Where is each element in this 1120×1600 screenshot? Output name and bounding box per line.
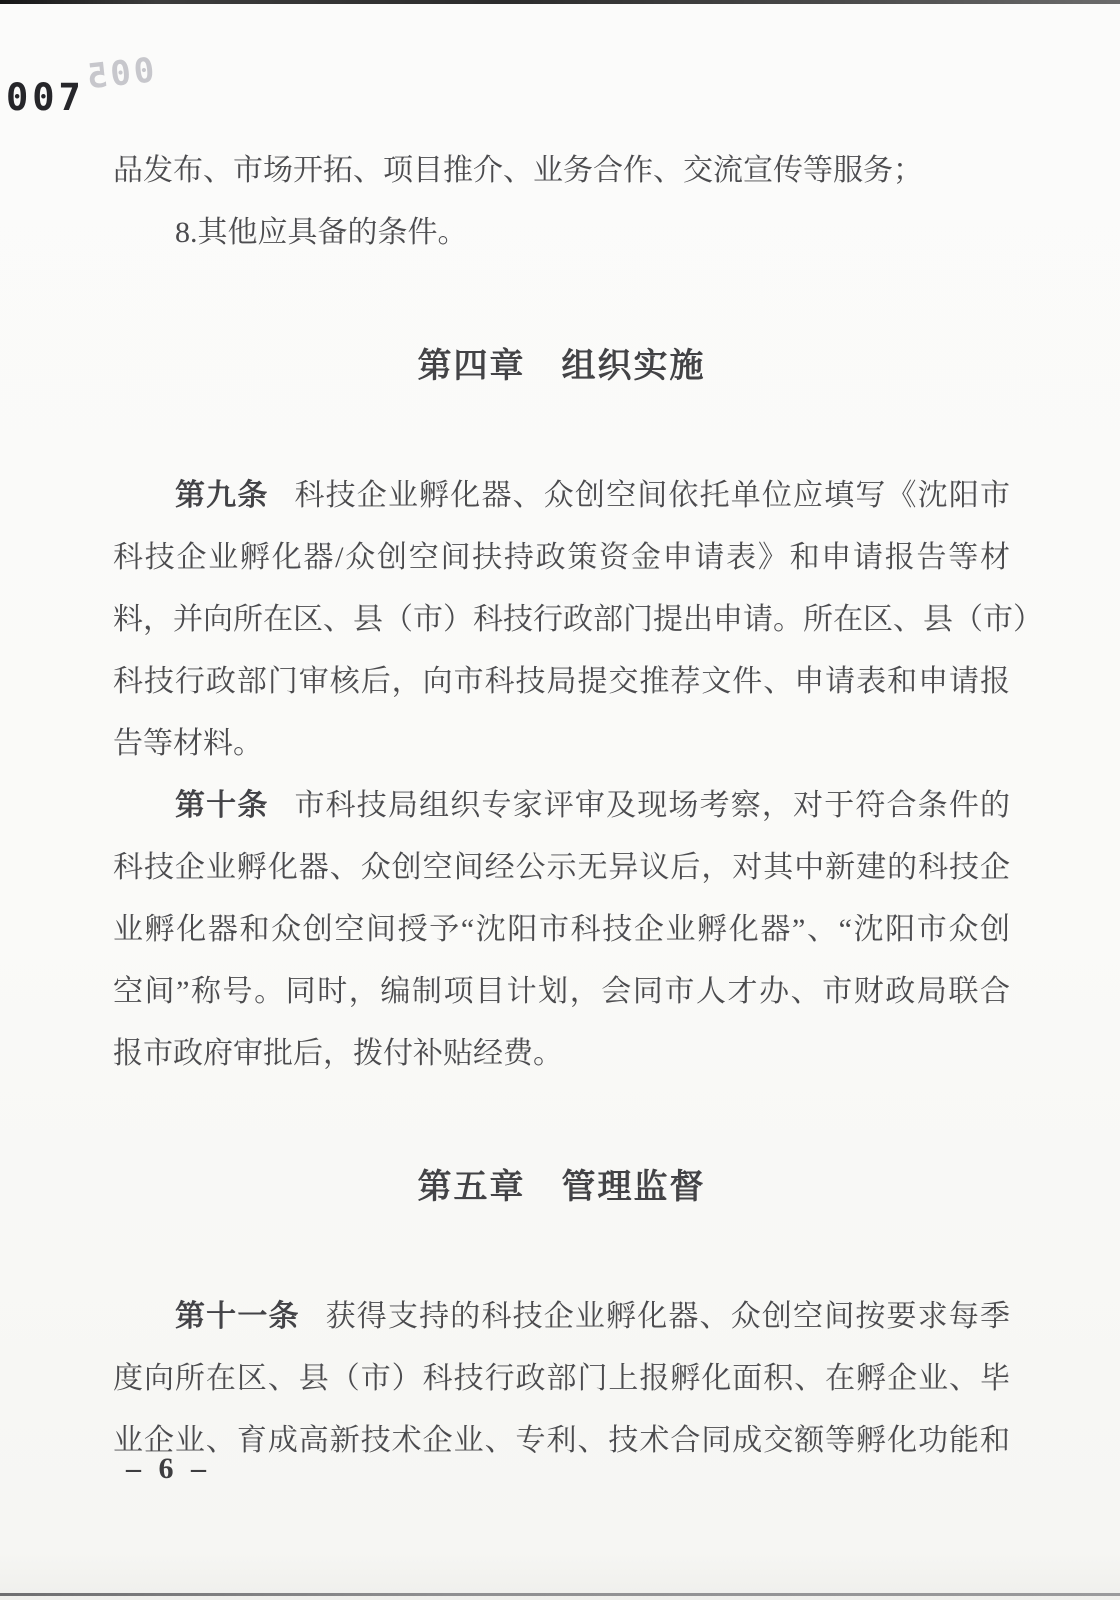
page-number: – 6 – bbox=[126, 1452, 211, 1485]
text-line: 料，并向所在区、县（市）科技行政部门提出申请。所在区、县（市） bbox=[113, 603, 1043, 636]
text-line: 度向所在区、县（市）科技行政部门上报孵化面积、在孵企业、毕 bbox=[113, 1362, 1010, 1395]
chapter-heading: 第四章 组织实施 bbox=[417, 347, 706, 385]
scan-edge-bottom bbox=[0, 1593, 1120, 1596]
article-text: 市科技局组织专家评审及现场考察，对于符合条件的 bbox=[294, 789, 1011, 822]
article-number: 第十一条 bbox=[175, 1300, 300, 1333]
text-line: 报市政府审批后，拨付补贴经费。 bbox=[113, 1037, 563, 1070]
chapter-heading: 第五章 管理监督 bbox=[417, 1168, 706, 1206]
text-line: 品发布、市场开拓、项目推介、业务合作、交流宣传等服务； bbox=[113, 154, 923, 187]
article-number: 第十条 bbox=[175, 789, 269, 822]
text-line bbox=[113, 465, 1010, 527]
text-line: 业孵化器和众创空间授予“沈阳市科技企业孵化器”、“沈阳市众创 bbox=[113, 913, 1010, 946]
text-line: 科技企业孵化器/众创空间扶持政策资金申请表》和申请报告等材 bbox=[113, 541, 1010, 574]
page-stamp: 007 bbox=[6, 76, 85, 119]
article-number: 第九条 bbox=[175, 479, 269, 512]
text-line: 科技行政部门审核后，向市科技局提交推荐文件、申请表和申请报 bbox=[113, 665, 1010, 698]
text-line bbox=[113, 1286, 1010, 1348]
text-line: 告等材料。 bbox=[113, 727, 263, 760]
text-line: 业企业、育成高新技术企业、专利、技术合同成交额等孵化功能和 bbox=[113, 1424, 1010, 1457]
article-text: 科技企业孵化器、众创空间依托单位应填写《沈阳市 bbox=[294, 479, 1011, 512]
document-body bbox=[113, 0, 1043, 1472]
article-text: 获得支持的科技企业孵化器、众创空间按要求每季 bbox=[325, 1300, 1010, 1333]
text-line bbox=[113, 775, 1010, 837]
text-line: 空间”称号。同时，编制项目计划，会同市人才办、市财政局联合 bbox=[113, 975, 1010, 1008]
text-line: 科技企业孵化器、众创空间经公示无异议后，对其中新建的科技企 bbox=[113, 851, 1010, 884]
bleed-through-page-stamp: 005 bbox=[82, 50, 157, 98]
text-line: 8.其他应具备的条件。 bbox=[175, 216, 468, 249]
